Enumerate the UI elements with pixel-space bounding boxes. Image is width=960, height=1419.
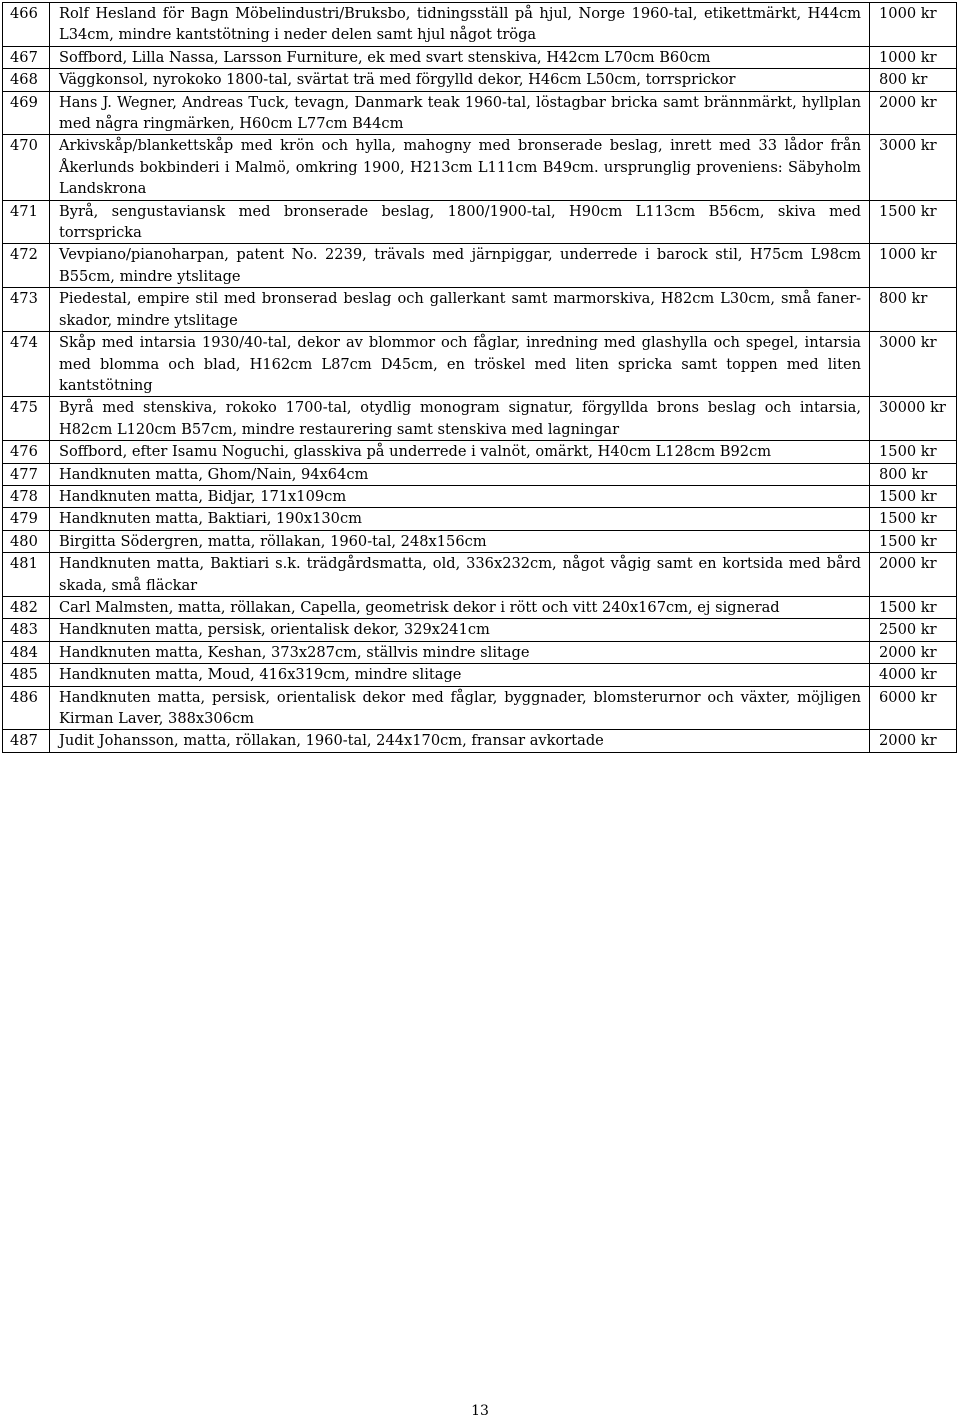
lot-row bbox=[3, 664, 957, 686]
lot-number: 475 bbox=[3, 397, 50, 441]
lot-estimate: 1000 kr bbox=[870, 3, 957, 47]
lot-description: Birgitta Södergren, matta, röllakan, 1960-tal, 248x156cm bbox=[50, 530, 870, 552]
lot-description: Handknuten matta, Ghom/Nain, 94x64cm bbox=[50, 463, 870, 485]
lot-number: 472 bbox=[3, 244, 50, 288]
lot-estimate: 1000 kr bbox=[870, 244, 957, 288]
lot-estimate: 4000 kr bbox=[870, 664, 957, 686]
lot-description: Handknuten matta, Moud, 416x319cm, mindre slitage bbox=[50, 664, 870, 686]
lot-number: 474 bbox=[3, 332, 50, 397]
lot-number: 468 bbox=[3, 69, 50, 91]
lot-description: Handknuten matta, Bidjar, 171x109cm bbox=[50, 485, 870, 507]
lot-description: Handknuten matta, Keshan, 373x287cm, ställvis mindre slitage bbox=[50, 641, 870, 663]
lot-description: Soffbord, efter Isamu Noguchi, glasskiva på underrede i valnöt, omärkt, H40cm L128cm B92cm bbox=[50, 441, 870, 463]
lot-description: Väggkonsol, nyrokoko 1800-tal, svärtat trä med förgylld dekor, H46cm L50cm, torrsprickor bbox=[50, 69, 870, 91]
lot-number: 486 bbox=[3, 686, 50, 730]
lot-number: 469 bbox=[3, 91, 50, 135]
lot-estimate: 2000 kr bbox=[870, 641, 957, 663]
lot-estimate: 6000 kr bbox=[870, 686, 957, 730]
lot-number: 483 bbox=[3, 619, 50, 641]
lot-number: 484 bbox=[3, 641, 50, 663]
lot-row bbox=[3, 135, 957, 200]
lot-estimate: 1000 kr bbox=[870, 46, 957, 68]
lot-number: 487 bbox=[3, 730, 50, 752]
lot-estimate: 1500 kr bbox=[870, 596, 957, 618]
lot-row bbox=[3, 530, 957, 552]
lot-estimate: 1500 kr bbox=[870, 200, 957, 244]
lot-description: Soffbord, Lilla Nassa, Larsson Furniture, ek med svart stenskiva, H42cm L70cm B60cm bbox=[50, 46, 870, 68]
lot-row bbox=[3, 686, 957, 730]
lot-row bbox=[3, 3, 957, 47]
lot-estimate: 1500 kr bbox=[870, 530, 957, 552]
lot-description: Vevpiano/pianoharpan, patent No. 2239, trävals med järnpiggar, underrede i barock stil, H75cm L98cm B55cm, mindre ytslitage bbox=[50, 244, 870, 288]
lot-description: Byrå, sengustaviansk med bronserade beslag, 1800/1900-tal, H90cm L113cm B56cm, skiva med torrspricka bbox=[50, 200, 870, 244]
lot-number: 477 bbox=[3, 463, 50, 485]
lot-number: 476 bbox=[3, 441, 50, 463]
lot-row bbox=[3, 619, 957, 641]
lot-number: 466 bbox=[3, 3, 50, 47]
lot-description: Handknuten matta, persisk, orientalisk dekor med fåglar, byggnader, blomsterurnor och växter, möjligen Kirman Laver, 388x306cm bbox=[50, 686, 870, 730]
lot-description: Judit Johansson, matta, röllakan, 1960-tal, 244x170cm, fransar avkortade bbox=[50, 730, 870, 752]
lot-row bbox=[3, 641, 957, 663]
lot-row bbox=[3, 69, 957, 91]
lot-estimate: 800 kr bbox=[870, 463, 957, 485]
lot-number: 482 bbox=[3, 596, 50, 618]
lot-description: Hans J. Wegner, Andreas Tuck, tevagn, Danmark teak 1960-tal, löstagbar bricka samt brännmärkt, hyllplan med några ringmärken, H60cm L77cm B44cm bbox=[50, 91, 870, 135]
lot-row bbox=[3, 730, 957, 752]
lot-estimate: 30000 kr bbox=[870, 397, 957, 441]
lot-estimate: 2000 kr bbox=[870, 730, 957, 752]
lot-row bbox=[3, 200, 957, 244]
lot-number: 470 bbox=[3, 135, 50, 200]
lot-estimate: 2000 kr bbox=[870, 91, 957, 135]
lot-description: Byrå med stenskiva, rokoko 1700-tal, otydlig monogram signatur, förgyllda brons beslag och intarsia, H82cm L120cm B57cm, mindre restaurering samt stenskiva med lagningar bbox=[50, 397, 870, 441]
lot-number: 478 bbox=[3, 485, 50, 507]
lot-description: Handknuten matta, Baktiari s.k. trädgårdsmatta, old, 336x232cm, något vågig samt en kortsida med bård skada, små fläckar bbox=[50, 553, 870, 597]
lot-row bbox=[3, 397, 957, 441]
lot-estimate: 800 kr bbox=[870, 69, 957, 91]
lot-description: Handknuten matta, persisk, orientalisk dekor, 329x241cm bbox=[50, 619, 870, 641]
lot-estimate: 2500 kr bbox=[870, 619, 957, 641]
lot-description: Handknuten matta, Baktiari, 190x130cm bbox=[50, 508, 870, 530]
lot-number: 473 bbox=[3, 288, 50, 332]
lot-row bbox=[3, 332, 957, 397]
lot-number: 479 bbox=[3, 508, 50, 530]
lot-estimate: 1500 kr bbox=[870, 485, 957, 507]
page-number: 13 bbox=[471, 1403, 489, 1419]
lot-estimate: 2000 kr bbox=[870, 553, 957, 597]
lot-description: Skåp med intarsia 1930/40-tal, dekor av blommor och fåglar, inredning med glashylla och spegel, intarsia med blomma och blad, H162cm L87cm D45cm, en tröskel med liten spricka samt toppen med liten kantstötning bbox=[50, 332, 870, 397]
lot-number: 467 bbox=[3, 46, 50, 68]
lot-row bbox=[3, 244, 957, 288]
lot-row bbox=[3, 463, 957, 485]
lot-row bbox=[3, 553, 957, 597]
lot-description: Carl Malmsten, matta, röllakan, Capella, geometrisk dekor i rött och vitt 240x167cm, ej signerad bbox=[50, 596, 870, 618]
lot-row bbox=[3, 441, 957, 463]
lot-estimate: 800 kr bbox=[870, 288, 957, 332]
lot-description: Piedestal, empire stil med bronserad beslag och gallerkant samt marmorskiva, H82cm L30cm, små fanerskador, mindre ytslitage bbox=[50, 288, 870, 332]
lot-estimate: 1500 kr bbox=[870, 441, 957, 463]
auction-lot-table bbox=[2, 2, 957, 753]
lot-estimate: 3000 kr bbox=[870, 332, 957, 397]
lot-row bbox=[3, 485, 957, 507]
lot-description: Rolf Hesland för Bagn Möbelindustri/Bruksbo, tidningsställ på hjul, Norge 1960-tal, etikettmärkt, H44cm L34cm, mindre kantstötning i neder delen samt hjul något tröga bbox=[50, 3, 870, 47]
lot-row bbox=[3, 508, 957, 530]
lot-number: 485 bbox=[3, 664, 50, 686]
lot-number: 480 bbox=[3, 530, 50, 552]
lot-description: Arkivskåp/blankettskåp med krön och hylla, mahogny med bronserade beslag, inrett med 33 lådor från Åkerlunds bokbinderi i Malmö, omkring 1900, H213cm L111cm B49cm. ursprunglig proveniens: Säbyholm Landskrona bbox=[50, 135, 870, 200]
lot-number: 481 bbox=[3, 553, 50, 597]
lot-number: 471 bbox=[3, 200, 50, 244]
lot-row bbox=[3, 46, 957, 68]
lot-row bbox=[3, 288, 957, 332]
lot-row bbox=[3, 91, 957, 135]
lot-row bbox=[3, 596, 957, 618]
lot-estimate: 3000 kr bbox=[870, 135, 957, 200]
lot-estimate: 1500 kr bbox=[870, 508, 957, 530]
